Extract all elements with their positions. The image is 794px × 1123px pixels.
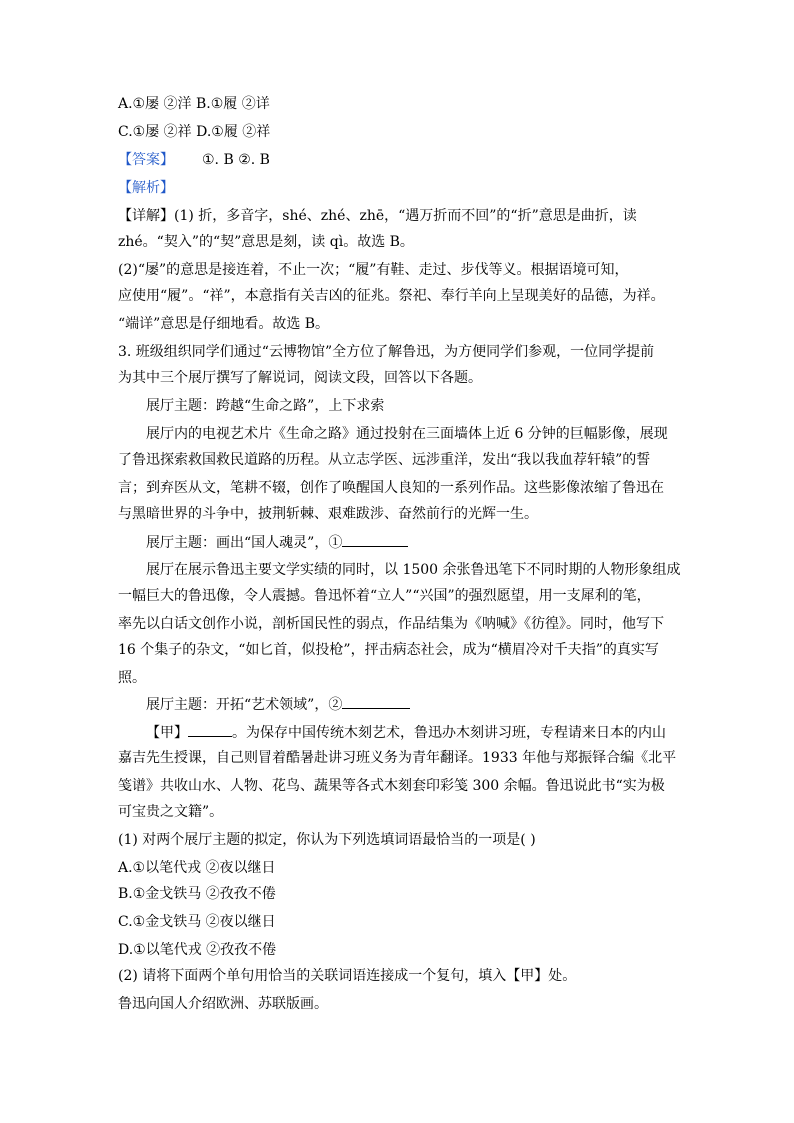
option-ab: A.①屡 ②洋 B.①履 ②详 (118, 96, 270, 112)
sub-question-2: (2) 请将下面两个单句用恰当的关联词语连接成一个复句，填入【甲】处。 (118, 968, 577, 984)
hall-3-para-3: 笺谱》共收山水、人物、花鸟、蔬果等各式木刻套印彩笺 300 余幅。鲁迅说此书“实为极 (118, 778, 665, 794)
hall-1-para-1: 展厅内的电视艺术片《生命之路》通过投射在三面墙体上近 6 分钟的巨幅影像，展现 (146, 426, 668, 442)
hall-3-para-1-text: 。为保存中国传统木刻艺术，鲁迅办木刻讲习班，专程请来日本的内山 (232, 725, 666, 741)
answer-line (118, 150, 678, 170)
detail-text-1a: (1) 折，多音字，shé、zhé、zhē，“遇万折而不回”的“折”意思是曲折，读 (174, 208, 637, 224)
blank-jia (188, 722, 232, 737)
detail-line-3: (2)“屡”的意思是接连着，不止一次；“履”有鞋、走过、步伐等义。根据语境可知， (118, 262, 629, 278)
detail-line-4: 应使用“履”。“祥”，本意指有关吉凶的征兆。祭祀、奉行羊向上呈现美好的品德，为祥。 (118, 288, 665, 304)
detail-line-2: zhé。“契入”的“契”意思是刻，读 qì。故选 B。 (118, 234, 414, 250)
question-3-stem-2: 为其中三个展厅撰写了解说词，阅读文段，回答以下各题。 (118, 370, 482, 386)
hall-3-title: 展厅主题：开拓“艺术领域”，② (146, 697, 343, 713)
detail-line-1 (118, 206, 678, 226)
hall-3-para-4: 可宝贵之文籍”。 (118, 804, 224, 820)
blank-1 (342, 532, 408, 547)
analysis-tag: 【解析】 (118, 180, 174, 196)
hall-2-para-3: 率先以白话文创作小说，剖析国民性的弱点，作品结集为《呐喊》《彷徨》。同时，他写下 (118, 616, 664, 632)
answer-text: ①. B ②. B (202, 152, 270, 168)
sub-1-option-a: A.①以笔代戎 ②夜以继日 (118, 860, 276, 876)
hall-2-title-line (146, 532, 678, 553)
hall-1-para-4: 与黑暗世界的斗争中，披荆斩棘、艰难跋涉、奋然前行的光辉一生。 (118, 506, 538, 522)
hall-2-para-5: 照。 (118, 670, 146, 686)
sub-1-option-d: D.①以笔代戎 ②孜孜不倦 (118, 942, 277, 958)
hall-2-para-1: 展厅在展示鲁迅主要文学实绩的同时，以 1500 余张鲁迅笔下不同时期的人物形象组成 (146, 562, 681, 578)
sub-1-option-c: C.①金戈铁马 ②夜以继日 (118, 914, 276, 930)
hall-1-para-3: 言；到弃医从文，笔耕不辍，创作了唤醒国人良知的一系列作品。这些影像浓缩了鲁迅在 (118, 480, 664, 496)
sub-question-1: (1) 对两个展厅主题的拟定，你认为下列选填词语最恰当的一项是( ) (118, 832, 536, 848)
hall-1-title: 展厅主题：跨越“生命之路”，上下求索 (146, 398, 385, 414)
sub-2-sentence: 鲁迅向国人介绍欧洲、苏联版画。 (118, 996, 328, 1012)
jia-marker: 【甲】 (146, 725, 188, 741)
hall-3-para-2: 嘉吉先生授课，自己则冒着酷暑赴讲习班义务为青年翻译。1933 年他与郑振铎合编《北平 (118, 750, 677, 766)
hall-1-para-2: 了鲁迅探索救国救民道路的历程。从立志学医、远涉重洋，发出“我以我血荐轩辕”的誓 (118, 452, 651, 468)
hall-2-para-2: 一幅巨大的鲁迅像，令人震撼。鲁迅怀着“立人”“兴国”的强烈愿望，用一支犀利的笔， (118, 588, 651, 604)
detail-tag: 【详解】 (118, 208, 174, 224)
option-cd: C.①屡 ②祥 D.①履 ②祥 (118, 124, 271, 140)
hall-3-para-1 (146, 722, 678, 743)
question-3-stem-1: 3. 班级组织同学们通过“云博物馆”全方位了解鲁迅，为方便同学们参观，一位同学提前 (118, 344, 655, 360)
hall-3-title-line (146, 694, 678, 715)
detail-line-5: “端详”意思是仔细地看。故选 B。 (118, 316, 330, 332)
answer-tag: 【答案】 (118, 152, 174, 168)
blank-2 (342, 694, 410, 709)
sub-1-option-b: B.①金戈铁马 ②孜孜不倦 (118, 886, 276, 902)
hall-2-para-4: 16 个集子的杂文，“如匕首，似投枪”，抨击病态社会，成为“横眉冷对千夫指”的真实写 (118, 642, 659, 658)
hall-2-title: 展厅主题：画出“国人魂灵”，① (146, 535, 343, 551)
